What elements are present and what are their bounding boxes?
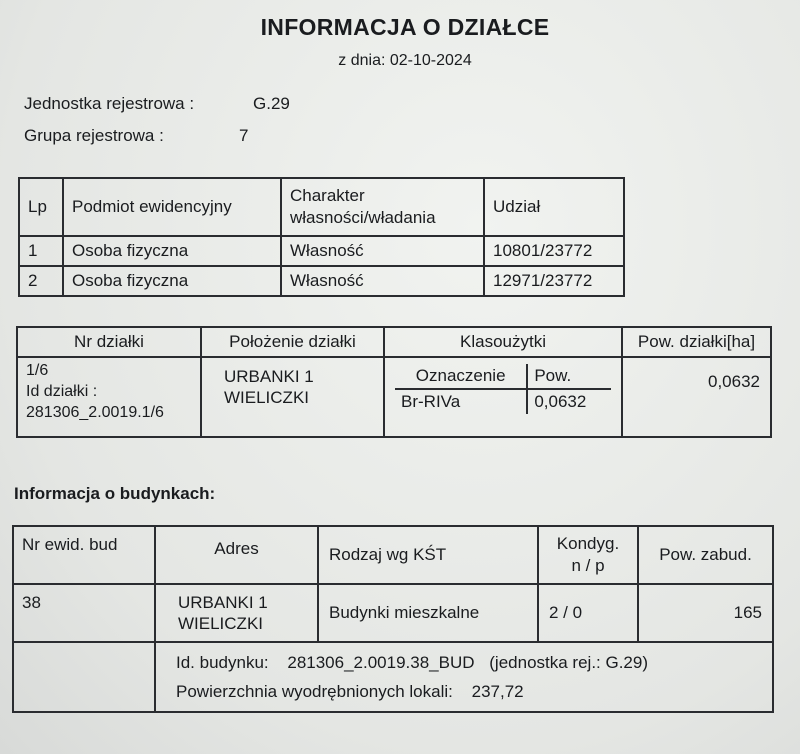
grupa-row [24,126,249,146]
jednostka-label: Jednostka rejestrowa : [24,94,195,113]
grupa-value: 7 [239,126,249,145]
header-kondyg-line1: Kondyg. [556,534,620,553]
header-nr-dzialki: Nr działki [17,327,201,357]
building-jednostka-note: (jednostka rej.: G.29) [489,653,649,672]
plot-data-row [17,357,771,437]
header-klasouzytki: Klasoużytki [384,327,622,357]
plot-header-row [17,327,771,357]
header-kondyg-line2: n / p [571,556,605,575]
date-line: z dnia: 02-10-2024 [338,52,472,69]
cell-pow-dzialki: 0,0632 [622,357,771,437]
adres-line2: WIELICZKI [178,614,264,633]
header-adres: Adres [155,526,318,584]
page-title: INFORMACJA O DZIAŁCE [260,14,550,40]
polozenie-line1: URBANKI 1 [224,367,314,386]
cell-nr-dzialki [17,357,201,437]
cell-kondyg: 2 / 0 [538,584,638,642]
buildings-table [12,525,774,713]
cell-charakter: Własność [281,236,484,266]
cell-lp: 2 [19,266,63,296]
header-polozenie: Położenie działki [201,327,384,357]
cell-udzial: 12971/23772 [484,266,624,296]
lokale-value: 237,72 [471,682,524,701]
header-podmiot: Podmiot ewidencyjny [63,178,281,236]
klas-pow: 0,0632 [534,392,587,411]
plot-table [16,326,772,438]
owners-header-row [19,178,624,236]
plot-number: 1/6 [26,362,49,379]
klas-oznaczenie: Br-RIVa [395,389,527,414]
polozenie-line2: WIELICZKI [224,388,310,407]
header-nr-bud: Nr ewid. bud [13,526,155,584]
cell-udzial: 10801/23772 [484,236,624,266]
header-pow-zabud: Pow. zabud. [638,526,773,584]
building-row [13,584,773,642]
building-id-label: Id. budynku: [176,653,269,672]
cell-podmiot: Osoba fizyczna [63,236,281,266]
table-row [19,236,624,266]
buildings-header-row [13,526,773,584]
grupa-label: Grupa rejestrowa : [24,126,164,145]
cell-building-details [155,642,773,712]
header-charakter: Charakter własności/władania [281,178,484,236]
header-udzial: Udział [484,178,624,236]
lokale-line [176,677,764,706]
buildings-section-title: Informacja o budynkach: [14,484,216,503]
building-id-line [176,648,764,677]
klasouzytki-subtable [395,364,611,414]
owners-table [18,177,625,297]
klas-header-oznaczenie: Oznaczenie [395,364,527,389]
plot-id-value: 281306_2.0019.1/6 [26,404,164,421]
lokale-label: Powierzchnia wyodrębnionych lokali: [176,682,453,701]
plot-id-label: Id działki : [26,383,98,400]
cell-rodzaj: Budynki mieszkalne [318,584,538,642]
table-row [19,266,624,296]
cell-charakter: Własność [281,266,484,296]
cell-polozenie [201,357,384,437]
cell-lp: 1 [19,236,63,266]
cell-pow-zabud: 165 [638,584,773,642]
jednostka-value: G.29 [253,94,290,113]
cell-klasouzytki [384,357,622,437]
jednostka-row [24,94,290,114]
cell-empty [13,642,155,712]
cell-adres [155,584,318,642]
building-details-row [13,642,773,712]
klas-header-pow: Pow. [527,364,611,389]
header-rodzaj: Rodzaj wg KŚT [318,526,538,584]
adres-line1: URBANKI 1 [178,593,268,612]
klas-data-row [395,389,611,414]
klas-header-row [395,364,611,389]
header-kondyg [538,526,638,584]
cell-podmiot: Osoba fizyczna [63,266,281,296]
header-lp: Lp [19,178,63,236]
cell-nr-bud: 38 [13,584,155,642]
header-pow-dzialki: Pow. działki[ha] [622,327,771,357]
building-id-value: 281306_2.0019.38_BUD [287,653,475,672]
